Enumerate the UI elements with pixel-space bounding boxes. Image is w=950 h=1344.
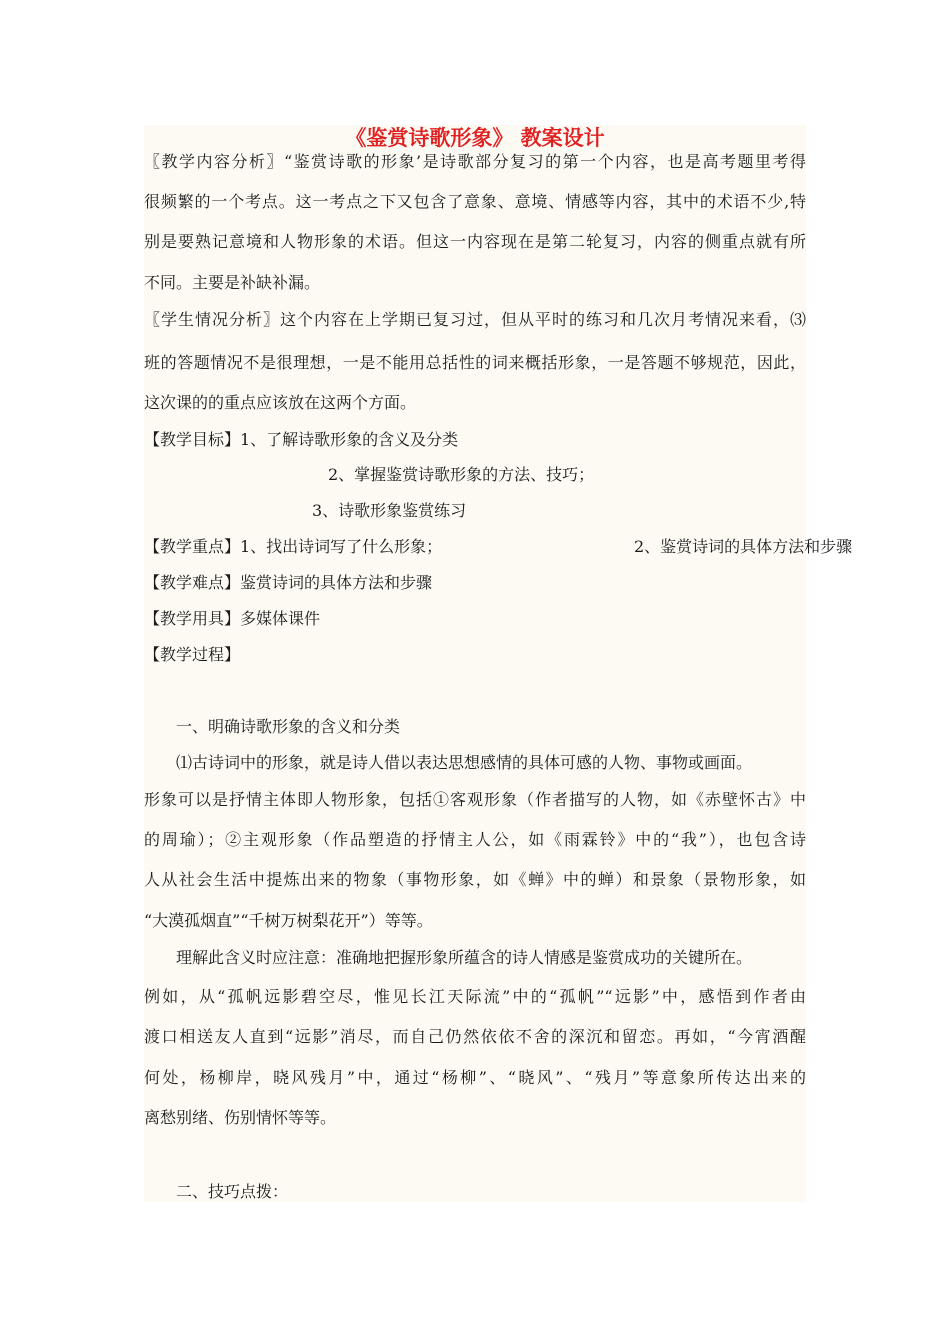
- difficulty-line: 【教学难点】鉴赏诗词的具体方法和步骤: [144, 573, 433, 592]
- section-1-note-line-1: 理解此含义时应注意：准确地把握形象所蕴含的诗人情感是鉴赏成功的关键所在。: [176, 948, 753, 967]
- content-analysis-line-4: 不同。主要是补缺补漏。: [144, 273, 321, 292]
- teaching-goals-line-1: 【教学目标】1、了解诗歌形象的含义及分类: [144, 430, 459, 449]
- key-points-line: [144, 536, 853, 558]
- section-1-paragraph-line-5: “大漠孤烟直”“千树万树梨花开”）等等。: [144, 911, 433, 930]
- content-analysis-line-1: 〖教学内容分析〗“鉴赏诗歌的形象’是诗歌部分复习的第一个内容，也是高考题里考得: [144, 152, 806, 171]
- section-1-note-line-2: 例如，从“孤帆远影碧空尽，惟见长江天际流”中的“孤帆”“远影”中，感悟到作者由: [144, 987, 806, 1006]
- section-1-paragraph-line-4: 人从社会生活中提炼出来的物象（事物形象，如《蝉》中的蝉）和景象（景物形象，如: [144, 870, 806, 889]
- section-1-paragraph-line-3: 的周瑜）；②主观形象（作品塑造的抒情主人公，如《雨霖铃》中的“我”），也包含诗: [144, 830, 806, 849]
- section-1-note-line-4: 何处，杨柳岸，晓风残月”中，通过“杨柳”、“晓风”、“残月”等意象所传达出来的: [144, 1068, 806, 1087]
- section-1-heading: 一、明确诗歌形象的含义和分类: [176, 717, 401, 736]
- teaching-goals-line-2: 2、掌握鉴赏诗歌形象的方法、技巧；: [328, 465, 595, 484]
- section-1-paragraph-line-2: 形象可以是抒情主体即人物形象，包括①客观形象（作者描写的人物，如《赤壁怀古》中: [144, 790, 806, 809]
- section-1-note-line-3: 渡口相送友人直到“远影”消尽，而自己仍然依依不舍的深沉和留恋。再如，“今宵酒醒: [144, 1027, 806, 1046]
- student-analysis-line-2: 班的答题情况不是很理想，一是不能用总括性的词来概括形象，一是答题不够规范，因此，: [144, 353, 806, 372]
- teaching-goals-line-3: 3、诗歌形象鉴赏练习: [312, 501, 467, 520]
- document-title: 《鉴赏诗歌形象》 教案设计: [345, 125, 605, 150]
- student-analysis-line-3: 这次课的的重点应该放在这两个方面。: [144, 393, 417, 412]
- section-1-paragraph-line-1: ⑴古诗词中的形象，就是诗人借以表达思想感情的具体可感的人物、事物或画面。: [176, 753, 753, 772]
- content-analysis-line-2: 很频繁的一个考点。这一考点之下又包含了意象、意境、情感等内容，其中的术语不少,特: [144, 192, 806, 211]
- content-analysis-line-3: 别是要熟记意境和人物形象的术语。但这一内容现在是第二轮复习，内容的侧重点就有所: [144, 232, 806, 251]
- section-1-note-line-5: 离愁别绪、伤别情怀等等。: [144, 1108, 337, 1127]
- key-points-part-1: 【教学重点】1、找出诗词写了什么形象；: [144, 537, 443, 556]
- student-analysis-line-1: 〖学生情况分析〗这个内容在上学期已复习过，但从平时的练习和几次月考情况来看，⑶: [144, 310, 806, 329]
- section-2-heading: 二、技巧点拨：: [176, 1182, 289, 1201]
- key-points-part-2: 2、鉴赏诗词的具体方法和步骤: [634, 537, 853, 556]
- process-heading: 【教学过程】: [144, 645, 241, 664]
- tools-line: 【教学用具】多媒体课件: [144, 609, 321, 628]
